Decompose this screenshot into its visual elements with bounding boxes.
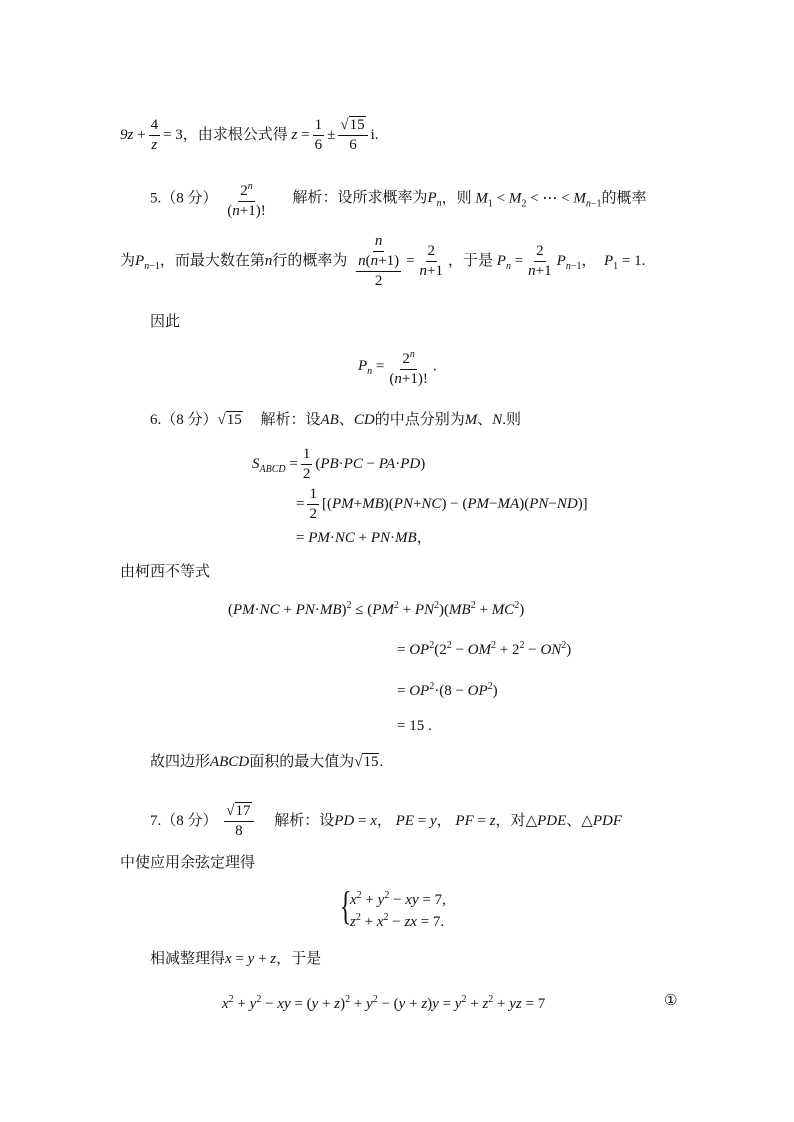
problem-7-header: 7.（8 分） $\frac{√17}{8}$ 解析：设PD = x， PE = y， PF = z，对△PDE、△PDF [150,803,623,839]
cauchy-eq-4: = 15 . [397,718,432,734]
final-equation: $x^2 + y^2$ − xy = $(y + z)^2 + y^2 - (y + z)y = y^2 + z^2$ + yz = 7 [222,994,546,1012]
cauchy-text: 由柯西不等式 [120,564,211,580]
equation-system: { $x^2 + y^2$ − xy = 7, $z^2 + x^2$ − zx = 7. [339,883,446,930]
pn-formula: $P_n$ = $\frac{2^n}{(n+1)!}$ . [358,346,437,388]
area-eq-3: = PM·NC + PN·MB， [296,530,432,546]
problem-5-line-2: 为$P_{n-1}$，而最大数在第n行的概率为 $\frac{n}{\frac{n(n+1)}{2}}$ = $\frac{2}{n+1}$ ，于是 $P_n$ = $\frac{2}{n+1}$ $P_{n-1}$， $P_1 = 1$. [120,233,646,289]
area-eq-1: $S_{ABCD}$ = $\frac{1}{2}$ (PB·PC − PA·PD) [252,446,426,482]
area-eq-2: = $\frac{1}{2}$ [(PM+MB)(PN+NC) − (PM−MA)(PN−ND)] [296,486,588,522]
cauchy-eq-3: = $OP^2\cdot(8 - OP^2)$ [397,681,498,699]
cauchy-eq-2: = $OP^2(2^2 - OM^2 + 2^2 - ON^2)$ [397,640,572,658]
system-eq-2: $z^2 + x^2$ − zx = 7. [350,912,445,930]
problem-6-header: 6.（8 分）√15 解析：设AB、CD的中点分别为M、N.则 [150,412,522,428]
system-eq-1: $x^2 + y^2$ − xy = 7, [350,890,446,908]
yinci-text: 因此 [150,314,181,330]
cauchy-eq-1: $(PM\cdot NC + PN\cdot MB)^2 \le (PM^2 + PN^2)(MB^2 + MC^2)$ [228,600,525,618]
equation-marker-1: ① [664,991,678,1009]
problem-5-header: 5.（8 分） $\frac{2^n}{(n+1)!}$ 解析：设所求概率为$P_n$，则 $M_1 < M_2$ < ⋯ < $M_{n-1}$的概率 [150,178,646,220]
problem-7-line-3: 相减整理得x = y + z，于是 [150,951,322,967]
problem-7-line-2: 中使应用余弦定理得 [120,855,256,871]
conclusion-line: 故四边形ABCD面积的最大值为√15. [150,754,384,770]
line-quadratic-solution: 9z + $\frac{4}{z}$ = 3，由求根公式得 z = $\frac{1}{6}$ ± $\frac{√15}{6}$ i. [120,117,379,153]
